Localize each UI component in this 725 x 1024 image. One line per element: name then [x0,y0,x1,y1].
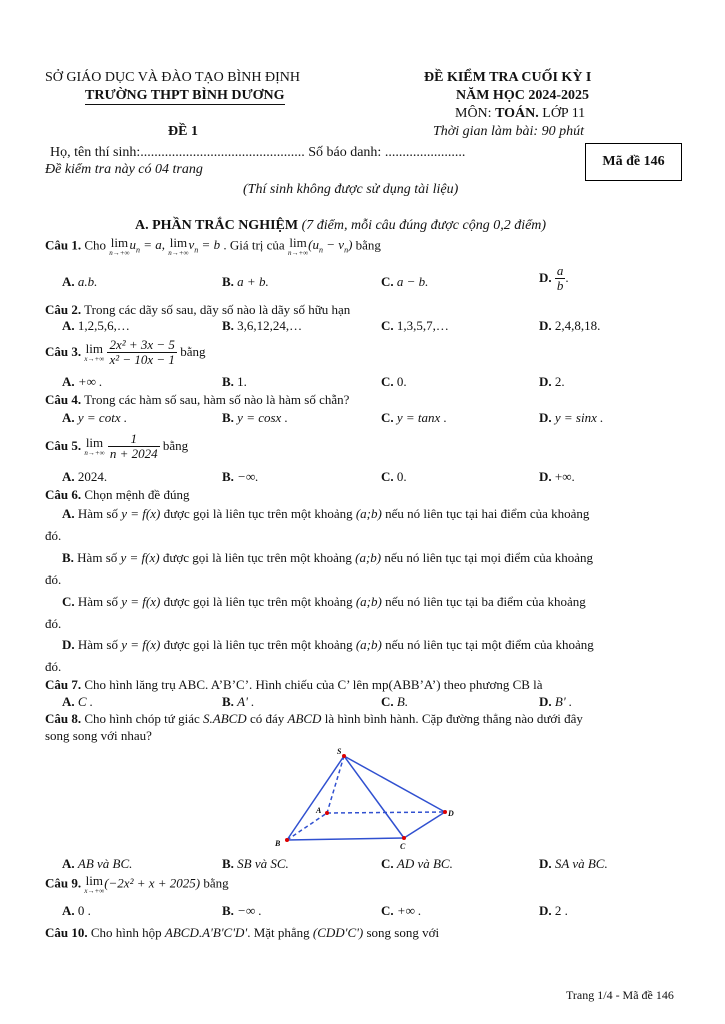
q6-d-tail: đó. [45,659,62,674]
pages-note: Đề kiểm tra này có 04 trang [45,162,203,177]
edge-ad-hidden [327,812,445,813]
subject-line: MÔN: TOÁN. LỚP 11 [455,106,586,121]
section-a-title: A. PHẦN TRẮC NGHIỆM (7 điểm, mỗi câu đúng được cộng 0,2 điểm) [135,218,547,233]
question-1: Câu 1. Cho lim n→+∞ $u_n = a$, lim n→+∞ $v_n = b$ . Giá trị của lim n→+∞ $(u_n - v_n)$ bằng [45,235,381,257]
q2-option-d[interactable]: D. 2,4,8,18. [539,318,601,333]
page-footer: Trang 1/4 - Mã đề 146 [566,988,674,1002]
pyramid-figure [270,744,460,852]
q8-option-a[interactable]: A. AB và BC. [62,856,133,871]
q6-b-tail: đó. [45,572,62,587]
edge-bc [287,838,404,840]
q9-option-c[interactable]: C. +∞ . [381,903,422,918]
candidate-line: Họ, tên thí sinh:............................................... Số báo danh: ....................... [50,145,466,160]
exam-title: ĐỀ KIỂM TRA CUỐI KỲ I [424,70,592,85]
vertex-b [285,838,289,842]
q6-c-tail: đó. [45,616,62,631]
q7-option-a[interactable]: A. C . [62,694,94,709]
exam-code-box: Mã đề 146 [585,143,682,181]
school-name: TRƯỜNG THPT BÌNH DƯƠNG [85,88,285,103]
q1-option-d[interactable]: D. $\frac{a}{b}$ . [539,263,569,294]
q5-option-d[interactable]: D. +∞. [539,469,575,484]
q4-option-c[interactable]: C. y = tanx . [381,410,447,425]
label-d: D [448,809,454,818]
question-10: Câu 10. Cho hình hộp ABCD.A'B'C'D'. Mặt phẳng (CDD'C') song song với [45,925,440,940]
q7-option-d[interactable]: D. B' . [539,694,573,709]
question-2: Câu 2. Trong các dãy số sau, dãy số nào là dãy số hữu hạn [45,302,351,317]
question-7: Câu 7. Cho hình lăng trụ ABC. A’B’C’. Hình chiếu của C’ lên mp(ABB’A’) theo phương CB là [45,677,543,692]
q4-option-d[interactable]: D. y = sinx . [539,410,604,425]
question-9: Câu 9. lim x→+∞ (−2x² + x + 2025) bằng [45,873,229,895]
edge-sc [344,756,404,838]
edge-sd [344,756,445,812]
q5-option-a[interactable]: A. 2024. [62,469,108,484]
q9-option-d[interactable]: D. 2 . [539,903,568,918]
q8-option-b[interactable]: B. SB và SC. [222,856,289,871]
q2-option-a[interactable]: A. 1,2,5,6,… [62,318,130,333]
q3-option-d[interactable]: D. 2. [539,374,565,389]
label-b: B [275,839,281,848]
q6-option-c[interactable]: C. Hàm số y = f(x) được gọi là liên tục trên một khoảng (a;b) nếu nó liên tục tại ba điểm của khoảng [62,594,586,609]
q4-option-b[interactable]: B. y = cosx . [222,410,288,425]
exam-time: Thời gian làm bài: 90 phút [433,124,584,139]
q3-option-a[interactable]: A. +∞ . [62,374,103,389]
question-4: Câu 4. Trong các hàm số sau, hàm số nào là hàm số chẵn? [45,392,350,407]
q1-option-a[interactable]: A. a.b. [62,274,98,289]
de-number: ĐỀ 1 [168,124,198,139]
q2-option-b[interactable]: B. 3,6,12,24,… [222,318,303,333]
question-8: Câu 8. Cho hình chóp tứ giác S.ABCD có đáy ABCD là hình bình hành. Cặp đường thẳng nào dưới đây [45,711,583,726]
q6-a-tail: đó. [45,528,62,543]
q9-option-a[interactable]: A. 0 . [62,903,91,918]
question-3: Câu 3. lim x→+∞ $\frac{\text{2x² + 3x − 5}}{\text{x² − 10x − 1}}$ bằng [45,337,206,368]
q8-option-d[interactable]: D. SA và BC. [539,856,608,871]
q5-option-c[interactable]: C. 0. [381,469,407,484]
vertex-c [402,836,406,840]
no-docs-note: (Thí sinh không được sử dụng tài liệu) [243,182,459,197]
vertex-a [325,811,329,815]
q3-option-b[interactable]: B. 1. [222,374,247,389]
label-c: C [400,842,406,851]
q7-option-b[interactable]: B. A' . [222,694,255,709]
question-6: Câu 6. Chọn mệnh đề đúng [45,487,190,502]
q6-option-b[interactable]: B. Hàm số y = f(x) được gọi là liên tục trên một khoảng (a;b) nếu nó liên tục tại mọi điểm của khoảng [62,550,594,565]
edge-ab-hidden [287,813,327,840]
q6-option-a[interactable]: A. Hàm số y = f(x) được gọi là liên tục trên một khoảng (a;b) nếu nó liên tục tại hai điểm của khoảng [62,506,590,521]
edge-sb [287,756,344,840]
q3-option-c[interactable]: C. 0. [381,374,407,389]
label-s: S [337,747,342,756]
q6-option-d[interactable]: D. Hàm số y = f(x) được gọi là liên tục trên một khoảng (a;b) nếu nó liên tục tại một điểm của khoảng [62,637,594,652]
vertex-d [443,810,447,814]
q7-option-c[interactable]: C. B. [381,694,409,709]
edge-cd [404,812,445,838]
q2-option-c[interactable]: C. 1,3,5,7,… [381,318,449,333]
q8-option-c[interactable]: C. AD và BC. [381,856,453,871]
q9-option-b[interactable]: B. −∞ . [222,903,262,918]
dept-name: SỞ GIÁO DỤC VÀ ĐÀO TẠO BÌNH ĐỊNH [45,70,300,85]
q1-option-b[interactable]: B. a + b. [222,274,269,289]
q5-option-b[interactable]: B. −∞. [222,469,259,484]
label-a: A [316,806,322,815]
question-5: Câu 5. lim n→+∞ $\frac{1}{n + 2024}$ bằng [45,431,189,462]
q4-option-a[interactable]: A. y = cotx . [62,410,128,425]
q1-option-c[interactable]: C. a − b. [381,274,429,289]
vertex-s [342,754,346,758]
edge-sa-hidden [327,756,344,813]
question-8-line2: song song với nhau? [45,728,152,743]
school-year: NĂM HỌC 2024-2025 [456,88,589,103]
